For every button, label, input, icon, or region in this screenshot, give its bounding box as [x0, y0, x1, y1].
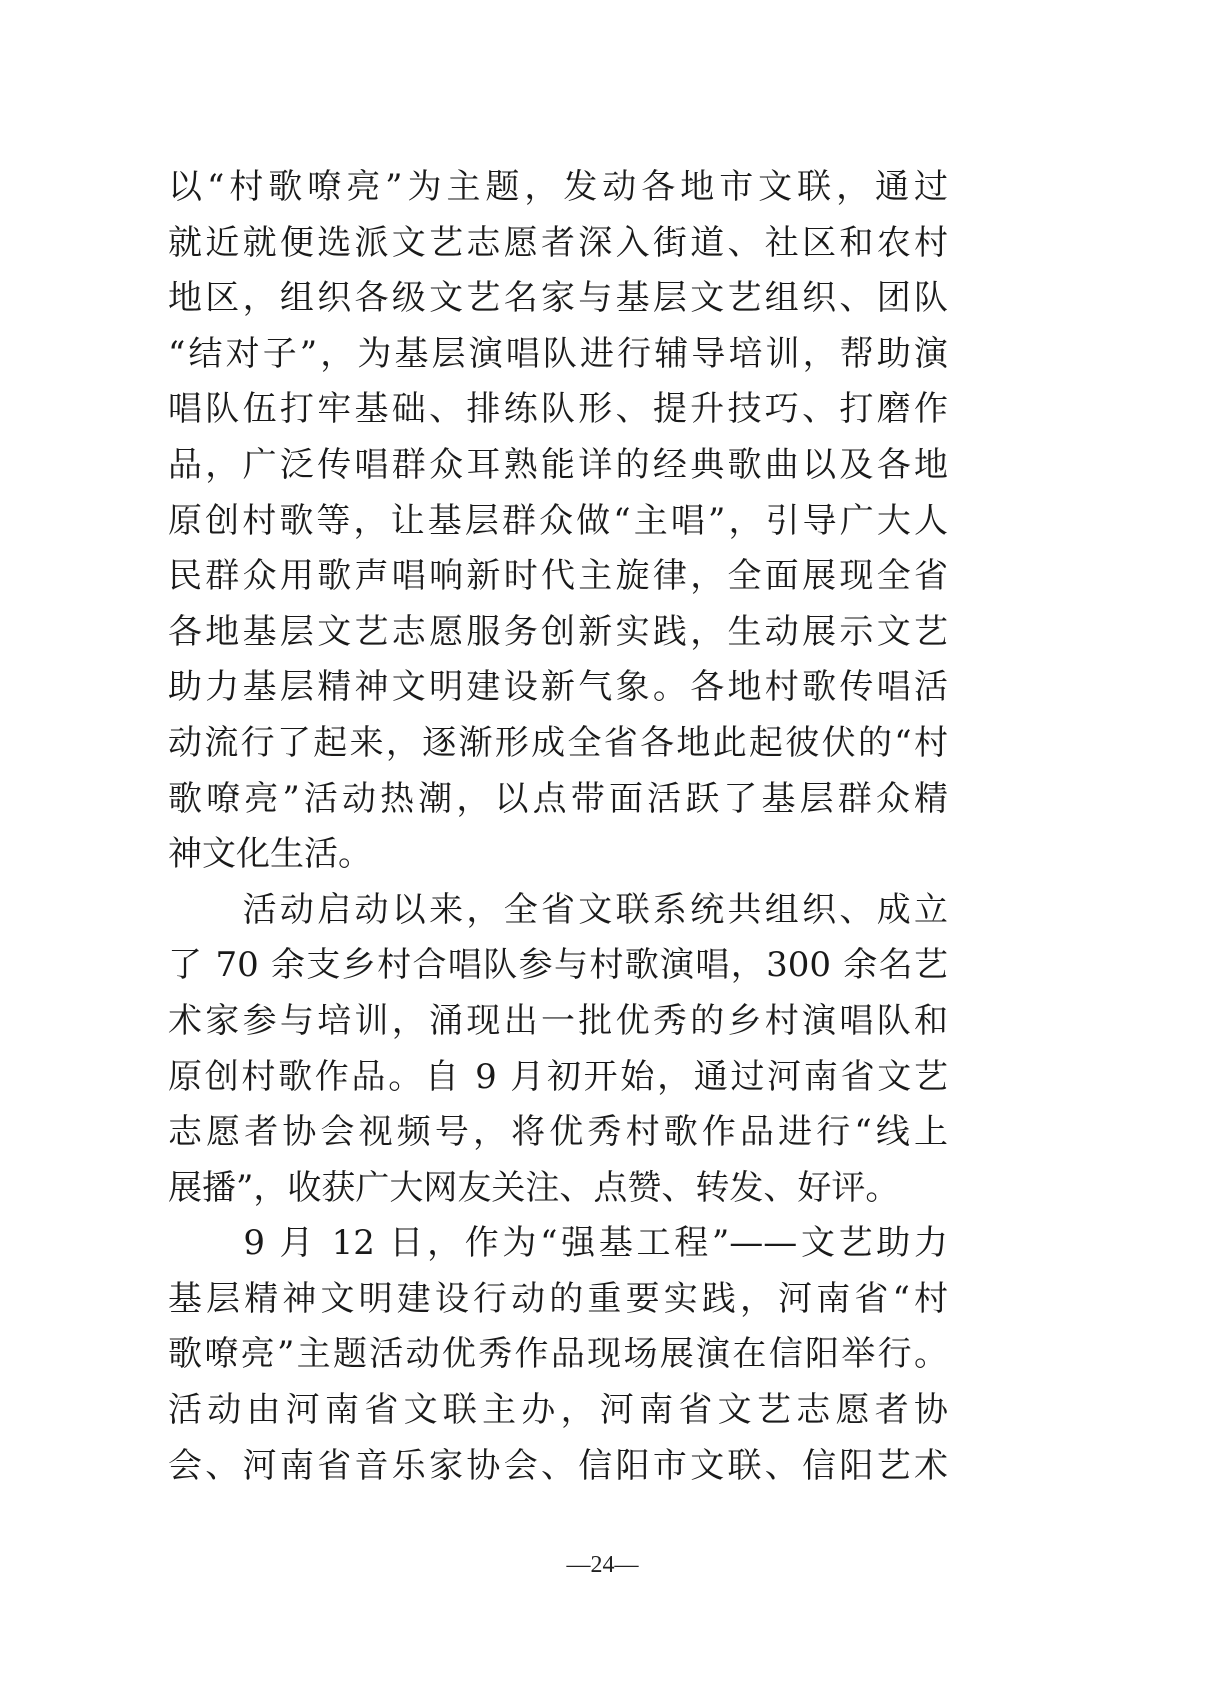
paragraph-end-line: 神文化生活。: [168, 834, 372, 875]
text-line: 就近就便选派文艺志愿者深入街道、社区和农村: [168, 222, 948, 263]
text-line: 助力基层精神文明建设新气象。各地村歌传唱活: [168, 667, 948, 708]
text-line: 会、河南省音乐家协会、信阳市文联、信阳艺术: [168, 1445, 948, 1486]
text-line: 活动由河南省文联主办，河南省文艺志愿者协: [168, 1390, 948, 1431]
text-line: 术家参与培训，涌现出一批优秀的乡村演唱队和: [168, 1000, 948, 1041]
paragraph-start-line: 9 月 12 日，作为“强基工程”——文艺助力: [168, 1223, 948, 1264]
page-number: —24—: [566, 1552, 639, 1578]
text-line: 歌嘹亮”主题活动优秀作品现场展演在信阳举行。: [168, 1334, 948, 1375]
text-line: 歌嘹亮”活动热潮，以点带面活跃了基层群众精: [168, 778, 948, 819]
text-line: 志愿者协会视频号，将优秀村歌作品进行“线上: [168, 1112, 948, 1153]
body-text: [168, 160, 948, 1494]
text-line: 基层精神文明建设行动的重要实践，河南省“村: [168, 1278, 948, 1319]
text-line: 品，广泛传唱群众耳熟能详的经典歌曲以及各地: [168, 444, 948, 485]
text-line: 唱队伍打牢基础、排练队形、提升技巧、打磨作: [168, 389, 948, 430]
text-line: 民群众用歌声唱响新时代主旋律，全面展现全省: [168, 556, 948, 597]
text-line: “结对子”，为基层演唱队进行辅导培训，帮助演: [168, 333, 948, 374]
text-line: 各地基层文艺志愿服务创新实践，生动展示文艺: [168, 611, 948, 652]
text-line: 以“村歌嘹亮”为主题，发动各地市文联，通过: [168, 167, 948, 207]
paragraph-start-line: 活动启动以来，全省文联系统共组织、成立: [168, 889, 948, 930]
paragraph-end-line: 展播”，收获广大网友关注、点赞、转发、好评。: [168, 1167, 900, 1208]
text-line: 原创村歌等，让基层群众做“主唱”，引导广大人: [168, 500, 948, 541]
text-line: 了 70 余支乡村合唱队参与村歌演唱，300 余名艺: [168, 945, 948, 986]
text-line: 原创村歌作品。自 9 月初开始，通过河南省文艺: [168, 1056, 948, 1097]
text-line: 动流行了起来，逐渐形成全省各地此起彼伏的“村: [168, 722, 948, 763]
text-line: 地区，组织各级文艺名家与基层文艺组织、团队: [168, 278, 948, 319]
